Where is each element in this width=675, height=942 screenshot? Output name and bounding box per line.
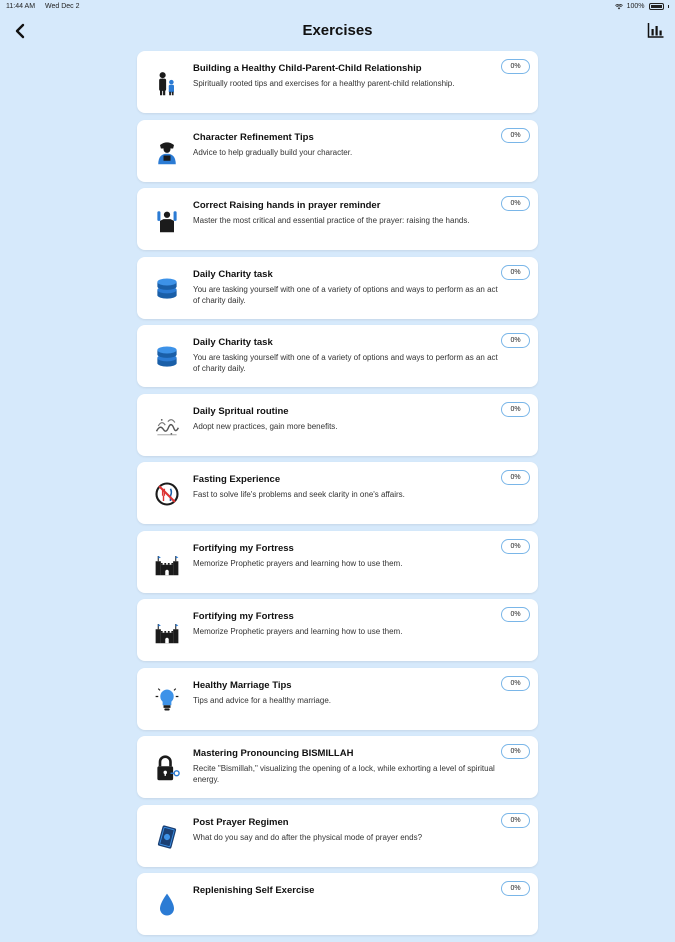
droplet-icon	[151, 889, 183, 921]
exercise-title: Fasting Experience	[193, 474, 281, 485]
fortress-icon	[151, 615, 183, 647]
exercise-title: Daily Charity task	[193, 337, 273, 348]
exercise-description: Memorize Prophetic prayers and learning how to use them.	[193, 558, 403, 568]
status-time: 11:44 AM	[6, 3, 36, 10]
progress-badge: 0%	[501, 539, 530, 554]
exercise-title: Post Prayer Regimen	[193, 816, 289, 828]
exercise-description: Advice to help gradually build your character.	[193, 147, 353, 157]
status-bar	[0, 0, 675, 14]
exercise-description: Memorize Prophetic prayers and learning how to use them.	[193, 627, 403, 636]
exercise-description: You are tasking yourself with one of a variety of options and ways to perform as an act of charity daily.	[193, 284, 498, 305]
exercise-description: You are tasking yourself with one of a variety of options and ways to perform as an act of charity daily.	[193, 353, 498, 373]
status-left	[6, 3, 88, 10]
exercise-card[interactable]	[137, 257, 538, 319]
exercise-title: Fortifying my Fortress	[193, 611, 294, 622]
raised-hands-icon	[151, 204, 183, 236]
progress-badge: 0%	[501, 744, 530, 759]
exercise-title: Building a Healthy Child-Parent-Child Relationship	[193, 63, 422, 74]
progress-badge: 0%	[501, 881, 530, 896]
exercise-card[interactable]	[137, 805, 538, 867]
progress-badge: 0%	[501, 59, 530, 74]
exercise-title: Correct Raising hands in prayer reminder	[193, 200, 381, 211]
exercise-card[interactable]	[137, 531, 538, 593]
exercise-title: Daily Charity task	[193, 268, 273, 280]
exercise-card[interactable]	[137, 873, 538, 935]
exercise-description: What do you say and do after the physical mode of prayer ends?	[193, 832, 423, 842]
lightbulb-icon	[151, 684, 183, 716]
progress-badge: 0%	[501, 265, 530, 280]
progress-badge: 0%	[501, 813, 530, 828]
exercise-card[interactable]	[137, 120, 538, 182]
stats-button[interactable]	[647, 21, 665, 39]
battery-percent: 100%	[626, 3, 645, 10]
progress-badge: 0%	[501, 402, 530, 417]
progress-badge: 0%	[501, 470, 530, 485]
exercise-description: Master the most critical and essential practice of the prayer: raising the hands.	[193, 216, 470, 225]
exercise-card[interactable]	[137, 51, 538, 113]
lock-key-icon	[151, 752, 183, 784]
progress-badge: 0%	[501, 676, 530, 691]
exercise-card[interactable]	[137, 668, 538, 730]
exercise-title: Character Refinement Tips	[193, 131, 314, 143]
exercise-description: Tips and advice for a healthy marriage.	[193, 695, 331, 705]
exercise-title: Healthy Marriage Tips	[193, 679, 292, 691]
exercise-card[interactable]	[137, 325, 538, 387]
exercise-description: Adopt new practices, gain more benefits.	[193, 421, 338, 431]
coins-icon	[151, 341, 183, 373]
no-food-icon	[151, 478, 183, 510]
exercise-description: Recite "Bismillah," visualizing the opening of a lock, while exhorting a level of spiritual energy.	[193, 764, 495, 784]
progress-badge: 0%	[501, 128, 530, 143]
prayer-book-icon	[151, 821, 183, 853]
nav-bar	[0, 16, 675, 46]
battery-icon	[649, 3, 664, 10]
status-date: Wed Dec 2	[45, 3, 80, 10]
exercise-card[interactable]	[137, 462, 538, 524]
status-right	[615, 3, 669, 10]
page-title: Exercises	[302, 22, 373, 39]
exercise-description: Spiritually rooted tips and exercises for a healthy parent-child relationship.	[193, 79, 455, 88]
exercise-card[interactable]	[137, 188, 538, 250]
battery-tip	[668, 5, 670, 8]
coins-icon	[151, 273, 183, 305]
exercise-title: Replenishing Self Exercise	[193, 885, 315, 896]
progress-badge: 0%	[501, 196, 530, 211]
bar-chart-icon	[647, 21, 665, 39]
wifi-icon	[615, 4, 623, 10]
exercise-title: Fortifying my Fortress	[193, 542, 294, 554]
exercise-title: Daily Spritual routine	[193, 405, 289, 417]
exercise-list	[137, 51, 538, 942]
exercise-card[interactable]	[137, 394, 538, 456]
calligraphy-icon	[151, 410, 183, 442]
exercise-card[interactable]	[137, 736, 538, 798]
person-icon	[151, 136, 183, 168]
progress-badge: 0%	[501, 607, 530, 622]
fortress-icon	[151, 547, 183, 579]
exercise-title: Mastering Pronouncing BISMILLAH	[193, 748, 354, 759]
progress-badge: 0%	[501, 333, 530, 348]
exercise-card[interactable]	[137, 599, 538, 661]
exercise-description: Fast to solve life's problems and seek clarity in one's affairs.	[193, 490, 405, 499]
family-icon	[151, 67, 183, 99]
